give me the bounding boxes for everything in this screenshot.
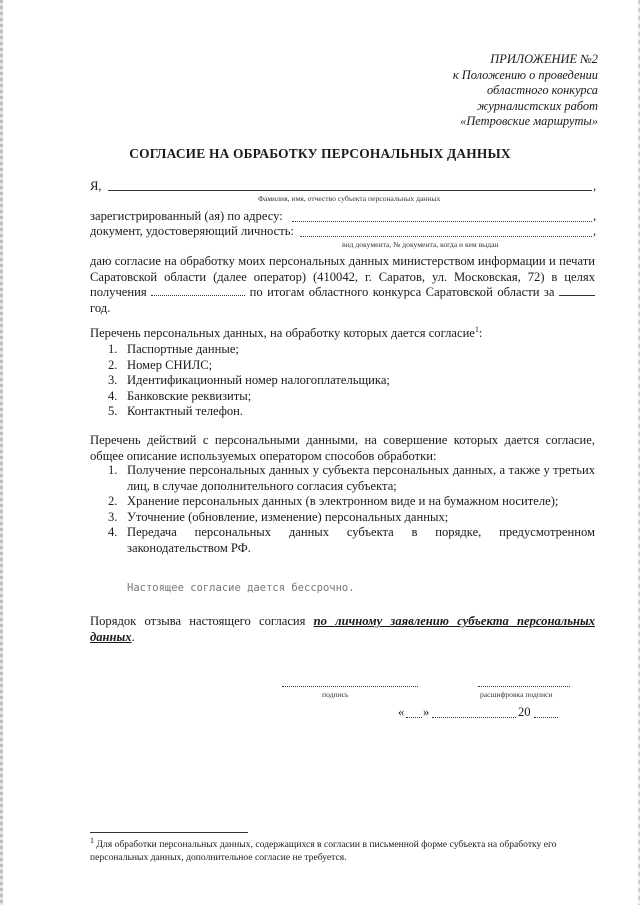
i-label: Я, xyxy=(90,179,102,193)
data-list-intro-text: Перечень персональных данных, на обработку которых дается согласие xyxy=(90,326,475,340)
consent-text: год. xyxy=(90,300,111,315)
comma: , xyxy=(593,224,597,238)
list-number: 2. xyxy=(108,494,118,509)
footnote-mark: 1 xyxy=(90,835,94,845)
comma: , xyxy=(593,179,597,193)
address-field[interactable] xyxy=(292,221,592,222)
revocation-text: Порядок отзыва настоящего согласия xyxy=(90,614,306,628)
full-name-field[interactable] xyxy=(108,190,592,191)
footnote-divider xyxy=(90,832,248,833)
list-item xyxy=(98,510,595,526)
appendix-line: ПРИЛОЖЕНИЕ №2 xyxy=(490,52,598,66)
period: . xyxy=(131,630,135,644)
document-title: СОГЛАСИЕ НА ОБРАБОТКУ ПЕРСОНАЛЬНЫХ ДАННЫХ xyxy=(129,146,511,161)
list-item-text: Передача персональных данных субъекта в порядке, предусмотренном законодательством РФ. xyxy=(127,525,595,555)
actions-list xyxy=(98,463,595,557)
signature-decoding-hint: расшифровка подписи xyxy=(480,690,553,699)
list-item-text: Идентификационный номер налогоплательщика; xyxy=(127,373,390,388)
list-item xyxy=(98,389,595,405)
date-year-field[interactable] xyxy=(534,717,558,718)
list-item xyxy=(98,463,595,494)
signature-decoding-field[interactable] xyxy=(478,686,570,687)
signature-hint: подпись xyxy=(322,690,349,699)
document-label: документ, удостоверяющий личность: xyxy=(90,224,295,238)
footnote xyxy=(90,835,600,864)
consent-paragraph xyxy=(90,254,595,316)
footnote-text: Для обработки персональных данных, содержащихся в согласии в письменной форме субъекта на обработку его персональных данных, дополнительное согласие не требуется. xyxy=(90,839,557,863)
list-number: 3. xyxy=(108,509,118,524)
list-item-text: Паспортные данные; xyxy=(127,342,239,356)
date-quote-open: « xyxy=(398,705,405,719)
appendix-header xyxy=(358,52,598,130)
list-item-text: Получение персональных данных у субъекта персональных данных, а также у третьих лиц, в случае дополнительного согласия субъекта; xyxy=(127,463,595,493)
document-hint: вид документа, № документа, когда и кем выдан xyxy=(342,240,499,249)
signature-field[interactable] xyxy=(282,686,418,687)
personal-data-list xyxy=(98,342,595,420)
appendix-line: к Положению о проведении xyxy=(452,67,598,82)
list-item-text: Банковские реквизиты; xyxy=(127,388,252,403)
list-number: 5. xyxy=(108,404,118,419)
appendix-line: журналистских работ xyxy=(476,98,598,113)
data-list-intro xyxy=(90,326,482,342)
revocation-paragraph xyxy=(90,613,595,645)
list-number: 1. xyxy=(108,463,118,477)
list-number: 4. xyxy=(108,525,118,540)
consent-text: даю согласие на обработку моих персональных данных министерством информации и печати Саратовской области (далее оператор) (410042, г. Саратов, ул. Московская, 72) в целях получения xyxy=(90,254,595,300)
list-item xyxy=(98,525,595,556)
list-item xyxy=(98,342,595,358)
list-item xyxy=(98,494,595,510)
year-prefix: 20 xyxy=(518,705,531,719)
colon: : xyxy=(478,326,483,340)
document-field[interactable] xyxy=(300,236,592,237)
date-quote-close: » xyxy=(423,705,430,719)
scan-edge-left xyxy=(0,0,3,905)
actions-list-intro: Перечень действий с персональными данными, на совершение которых дается согласие, общее описание используемых оператором способов обработки: xyxy=(90,433,595,463)
purpose-field[interactable] xyxy=(151,285,245,296)
list-item xyxy=(98,404,595,420)
appendix-line: «Петровские маршруты» xyxy=(460,114,598,128)
footnote-mark: 1 xyxy=(474,324,479,334)
list-number: 4. xyxy=(108,388,118,403)
full-name-hint: Фамилия, имя, отчество субъекта персональных данных xyxy=(258,194,441,203)
consent-text: по итогам областного конкурса Саратовской области за xyxy=(249,285,555,300)
list-item xyxy=(98,358,595,374)
registered-label: зарегистрированный (ая) по адресу: xyxy=(90,209,283,223)
list-number: 3. xyxy=(108,373,118,388)
list-item xyxy=(98,373,595,389)
list-item-text: Номер СНИЛС; xyxy=(127,357,213,372)
year-field[interactable] xyxy=(559,285,595,296)
date-month-field[interactable] xyxy=(432,717,516,718)
date-day-field[interactable] xyxy=(406,717,422,718)
list-number: 2. xyxy=(108,357,118,372)
revocation-emphasis: по личному заявлению субъекта персональных данных xyxy=(90,614,595,644)
list-item-text: Хранение персональных данных (в электронном виде и на бумажном носителе); xyxy=(127,494,559,509)
appendix-line: областного конкурса xyxy=(487,83,598,97)
comma: , xyxy=(593,209,597,223)
list-number: 1. xyxy=(108,342,118,356)
validity-statement: Настоящее согласие дается бессрочно. xyxy=(127,582,355,594)
list-item-text: Контактный телефон. xyxy=(127,404,244,419)
list-item-text: Уточнение (обновление, изменение) персональных данных; xyxy=(127,509,449,524)
